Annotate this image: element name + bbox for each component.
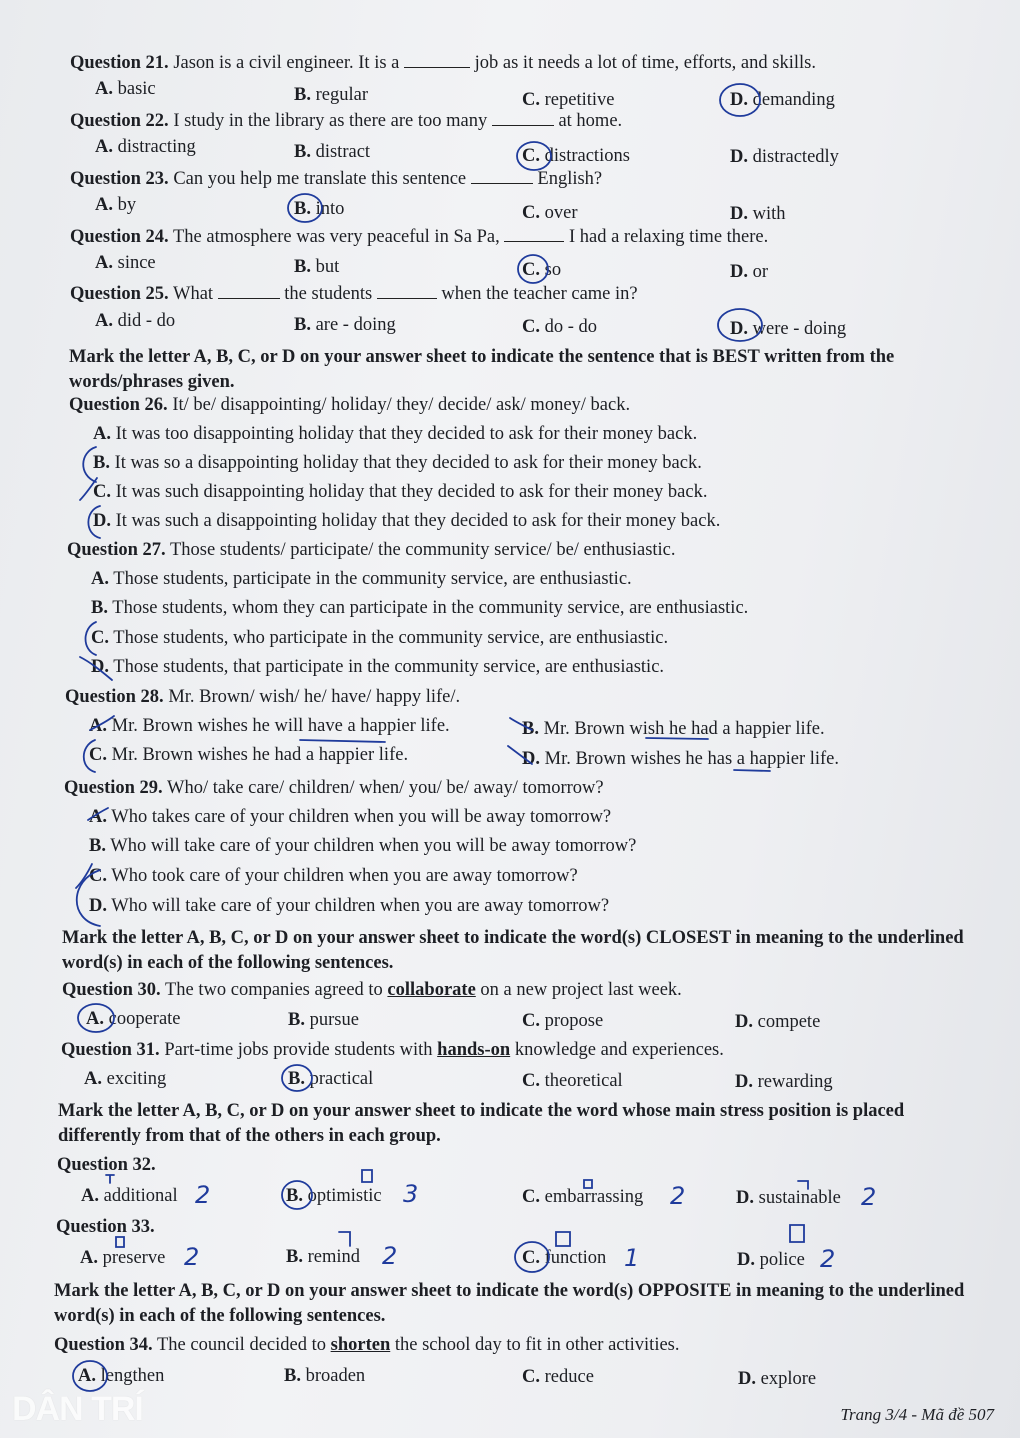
option-c: C. embarrassing xyxy=(522,1187,644,1207)
option-c: C. It was such disappointing holiday that they decided to ask for their money back. xyxy=(93,482,708,502)
option-d: D. Those students, that participate in the community service, are enthusiastic. xyxy=(91,657,665,677)
stress-mark xyxy=(556,1232,570,1246)
option-c: C. theoretical xyxy=(522,1071,623,1091)
stress-mark xyxy=(339,1232,350,1246)
question-stem: Jason is a civil engineer. It is a xyxy=(173,53,400,73)
option-d: D. police xyxy=(737,1250,805,1270)
question-27: Question 27. Those students/ participate/ the community service/ be/ enthusiastic. xyxy=(67,540,676,560)
option-a: A. by xyxy=(95,195,137,215)
option-b: B. broaden xyxy=(284,1366,366,1386)
question-24: Question 24. The atmosphere was very peaceful in Sa Pa, I had a relaxing time there. xyxy=(70,227,769,247)
question-29: Question 29. Who/ take care/ children/ when/ you/ be/ away/ tomorrow? xyxy=(64,778,604,798)
option-a: A. basic xyxy=(95,79,156,99)
question-25: Question 25. What the students when the teacher came in? xyxy=(70,284,638,304)
option-a: A. additional xyxy=(81,1186,178,1206)
section-instruction: Mark the letter A, B, C, or D on your answer sheet to indicate the word whose main stress position is placed differently from that of the others in each group. xyxy=(58,1101,905,1146)
option-a: A. distracting xyxy=(95,137,196,157)
option-d: D. distractedly xyxy=(730,147,839,167)
handwritten-mark: 2 xyxy=(195,1181,211,1209)
option-a: A. lengthen xyxy=(78,1366,165,1386)
option-b: B. are - doing xyxy=(294,315,396,335)
question-31: Question 31. Part-time jobs provide students with hands-on knowledge and experiences. xyxy=(61,1040,724,1060)
underlined-word: shorten xyxy=(330,1335,391,1355)
stress-mark xyxy=(790,1225,804,1242)
question-22: Question 22. I study in the library as there are too many at home. xyxy=(70,111,623,131)
option-a: A. Who takes care of your children when you will be away tomorrow? xyxy=(89,807,612,827)
option-b: B. practical xyxy=(288,1069,374,1089)
option-c: C. function xyxy=(522,1248,607,1268)
question-34: Question 34. The council decided to shorten the school day to fit in other activities. xyxy=(54,1335,680,1355)
option-d: D. It was such a disappointing holiday that they decided to ask for their money back. xyxy=(93,511,721,531)
option-b: B. remind xyxy=(286,1247,360,1267)
option-b: B. Who will take care of your children when you will be away tomorrow? xyxy=(89,836,637,856)
page-footer: Trang 3/4 - Mã đề 507 xyxy=(840,1405,994,1424)
option-d: D. sustainable xyxy=(736,1188,841,1208)
handwritten-mark: 1 xyxy=(624,1244,640,1272)
option-c: C. distractions xyxy=(522,146,630,166)
option-c: C. repetitive xyxy=(522,90,615,110)
option-d: D. rewarding xyxy=(735,1072,833,1092)
option-a: A. cooperate xyxy=(86,1009,181,1029)
option-a: A. preserve xyxy=(80,1248,166,1268)
option-c: C. Those students, who participate in the community service, are enthusiastic. xyxy=(91,628,669,648)
question-32: Question 32. xyxy=(57,1155,156,1175)
handwritten-mark: 2 xyxy=(820,1245,836,1273)
option-b: B. regular xyxy=(294,85,368,105)
option-a: A. exciting xyxy=(84,1069,167,1089)
option-b: B. optimistic xyxy=(286,1186,382,1206)
answer-blank xyxy=(404,53,470,68)
option-b: B. Mr. Brown wish he had a happier life. xyxy=(522,719,825,739)
option-b: B. pursue xyxy=(288,1010,359,1030)
option-c: C. reduce xyxy=(522,1367,594,1387)
option-a: A. did - do xyxy=(95,311,176,331)
question-stem: job as it needs a lot of time, efforts, and skills. xyxy=(474,53,816,73)
section-instruction: Mark the letter A, B, C, or D on your answer sheet to indicate the word(s) OPPOSITE in meaning to the underlined word(s) in each of the following sentences. xyxy=(54,1281,965,1326)
option-a: A. Those students, participate in the community service, are enthusiastic. xyxy=(91,569,632,589)
underline-mark xyxy=(300,740,385,742)
question-30: Question 30. The two companies agreed to collaborate on a new project last week. xyxy=(62,980,682,1000)
underline-mark xyxy=(734,770,770,771)
handwritten-mark: 2 xyxy=(670,1182,686,1210)
option-d: D. Who will take care of your children when you are away tomorrow? xyxy=(89,896,610,916)
handwritten-mark: 3 xyxy=(403,1180,419,1208)
stress-mark xyxy=(116,1237,124,1247)
option-c: C. Mr. Brown wishes he had a happier life. xyxy=(89,745,409,765)
section-instruction: Mark the letter A, B, C, or D on your answer sheet to indicate the sentence that is BEST written from the words/phrases given. xyxy=(69,347,895,392)
section-instruction: Mark the letter A, B, C, or D on your answer sheet to indicate the word(s) CLOSEST in meaning to the underlined word(s) in each of the following sentences. xyxy=(62,928,964,973)
stress-mark xyxy=(362,1170,372,1182)
option-a: A. It was too disappointing holiday that they decided to ask for their money back. xyxy=(93,424,698,444)
option-d: D. demanding xyxy=(730,90,835,110)
option-c: C. propose xyxy=(522,1011,604,1031)
option-a: A. since xyxy=(95,253,156,273)
option-d: D. explore xyxy=(738,1369,817,1389)
option-c: C. over xyxy=(522,203,578,223)
option-b: B. into xyxy=(294,199,345,219)
option-d: D. compete xyxy=(735,1012,821,1032)
question-26: Question 26. It/ be/ disappointing/ holiday/ they/ decide/ ask/ money/ back. xyxy=(69,395,631,415)
question-33: Question 33. xyxy=(56,1217,155,1237)
handwritten-mark: 2 xyxy=(184,1243,200,1271)
question-28: Question 28. Mr. Brown/ wish/ he/ have/ happy life/. xyxy=(65,687,461,707)
option-c: C. do - do xyxy=(522,317,598,337)
question-number: Question 21. xyxy=(70,53,169,73)
option-d: D. Mr. Brown wishes he has a happier life. xyxy=(522,749,840,769)
option-b: B. but xyxy=(294,257,340,277)
question-23: Question 23. Can you help me translate this sentence English? xyxy=(70,169,603,189)
option-c: C. Who took care of your children when you are away tomorrow? xyxy=(89,866,578,886)
stress-mark xyxy=(106,1175,114,1183)
option-d: D. were - doing xyxy=(730,319,847,339)
underlined-word: collaborate xyxy=(387,980,476,1000)
option-b: B. It was so a disappointing holiday that they decided to ask for their money back. xyxy=(93,453,702,473)
option-b: B. Those students, whom they can participate in the community service, are enthusiastic. xyxy=(91,598,749,618)
watermark-logo: DÂN TRÍ xyxy=(12,1390,143,1428)
option-d: D. or xyxy=(730,262,769,282)
handwritten-mark: 2 xyxy=(861,1183,877,1211)
option-c: C. so xyxy=(522,260,562,280)
option-a: A. Mr. Brown wishes he will have a happier life. xyxy=(89,716,450,736)
option-b: B. distract xyxy=(294,142,371,162)
question-21 xyxy=(70,52,816,74)
option-d: D. with xyxy=(730,204,786,224)
handwritten-mark: 2 xyxy=(382,1242,398,1270)
underlined-word: hands-on xyxy=(437,1040,511,1060)
